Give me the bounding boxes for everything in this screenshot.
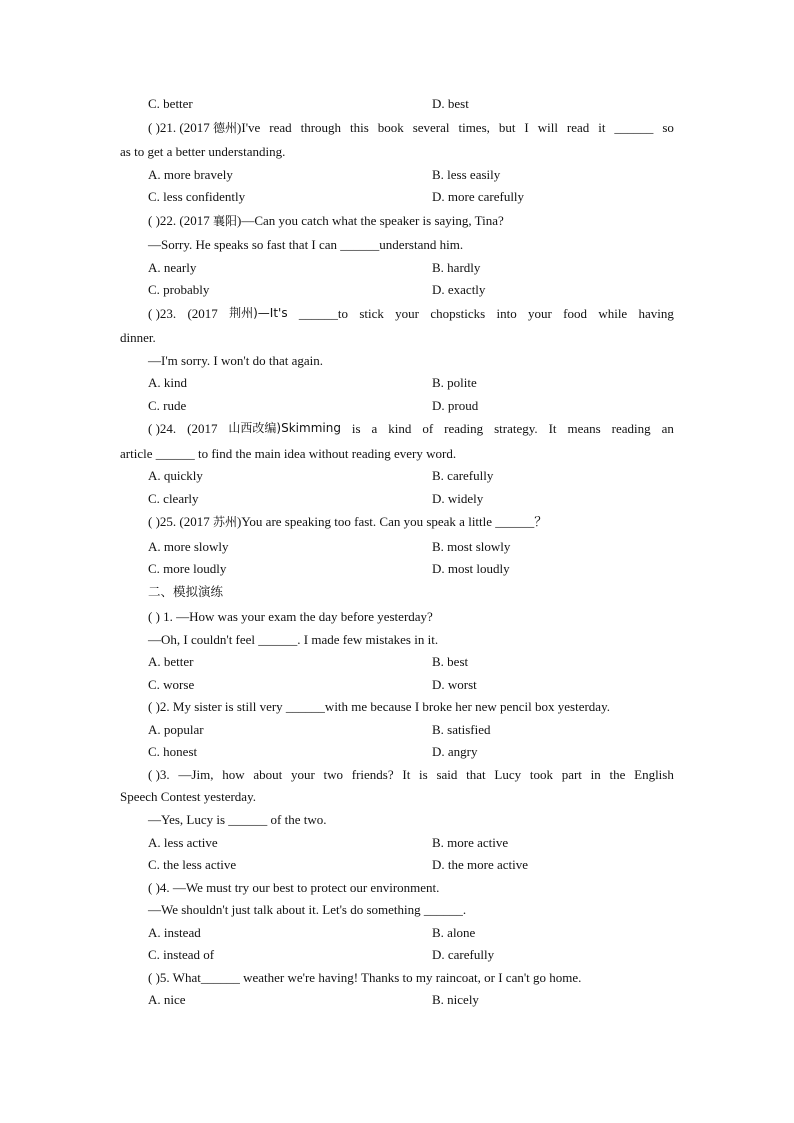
- stem-word: ( )23.: [148, 306, 177, 321]
- m3-option-d: D. the more active: [432, 857, 529, 872]
- stem-text: ( )21. (2017: [148, 120, 213, 135]
- stem-text: I've: [241, 120, 261, 135]
- m5-stem: ( )5. What______ weather we're having! Thanks to my raincoat, or I can't go home.: [148, 970, 582, 985]
- q20-option-c: C. better: [148, 96, 193, 111]
- q25-option-c: C. more loudly: [148, 561, 227, 576]
- q22-option-b: B. hardly: [432, 260, 481, 275]
- stem-word: your: [395, 306, 420, 321]
- stem-word: stick: [359, 306, 384, 321]
- stem-word: chopsticks: [430, 306, 486, 321]
- stem-word: friends?: [351, 767, 394, 782]
- stem-text: 德州: [213, 121, 238, 135]
- stem-word: will: [537, 120, 558, 135]
- stem-word: I: [524, 120, 529, 135]
- q23-stem-line1: [148, 307, 674, 320]
- q25-option-b: B. most slowly: [432, 539, 511, 554]
- q20-option-d: D. best: [432, 96, 469, 111]
- stem-word: read: [269, 120, 292, 135]
- answer-blank: ______: [614, 120, 654, 135]
- stem-word: is: [419, 767, 428, 782]
- stem-word: It: [402, 767, 411, 782]
- q21-stem-line1: [148, 121, 674, 134]
- m5-option-b: B. nicely: [432, 992, 479, 1007]
- q24-option-c: C. clearly: [148, 491, 199, 506]
- q21-stem-line2: as to get a better understanding.: [120, 144, 286, 159]
- stem-word: but: [498, 120, 516, 135]
- m5-option-a: A. nice: [148, 992, 186, 1007]
- m4-option-b: B. alone: [432, 925, 476, 940]
- section-heading: 二、模拟演练: [148, 584, 224, 599]
- stem-word: two: [323, 767, 344, 782]
- stem-word: reading: [611, 421, 651, 436]
- m1-option-b: B. best: [432, 654, 469, 669]
- stem-word: this: [350, 120, 369, 135]
- q23-option-a: A. kind: [148, 375, 187, 390]
- m2-option-c: C. honest: [148, 744, 198, 759]
- m4-stem: ( )4. —We must try our best to protect our environment.: [148, 880, 440, 895]
- stem-word: reading: [444, 421, 484, 436]
- stem-word: a: [371, 421, 378, 436]
- m1-option-a: A. better: [148, 654, 194, 669]
- q24-option-b: B. carefully: [432, 468, 494, 483]
- stem-word: your: [528, 306, 552, 321]
- stem-word: means: [567, 421, 601, 436]
- stem-word: ( )24.: [148, 421, 177, 436]
- q24-option-d: D. widely: [432, 491, 484, 506]
- stem-word: read: [566, 120, 590, 135]
- stem-word: Lucy: [494, 767, 522, 782]
- stem-word: several: [412, 120, 450, 135]
- m3-reply: —Yes, Lucy is ______ of the two.: [148, 812, 327, 827]
- m2-option-b: B. satisfied: [432, 722, 491, 737]
- stem-word: into: [496, 306, 517, 321]
- stem-text: ( )25. (2017: [148, 514, 213, 529]
- m3-option-a: A. less active: [148, 835, 218, 850]
- m1-option-c: C. worse: [148, 677, 195, 692]
- m4-reply: —We shouldn't just talk about it. Let's do something ______.: [148, 902, 467, 917]
- stem-word: (2017: [187, 421, 218, 436]
- q23-reply: —I'm sorry. I won't do that again.: [148, 353, 323, 368]
- stem-word: in: [590, 767, 601, 782]
- q22-reply: —Sorry. He speaks so fast that I can ______understand him.: [148, 237, 464, 252]
- q24-option-a: A. quickly: [148, 468, 203, 483]
- stem-word: kind: [388, 421, 412, 436]
- q24-stem-line1: [148, 422, 674, 435]
- stem-text: 襄阳: [213, 214, 238, 228]
- stem-word: your: [290, 767, 315, 782]
- stem-text: 苏州: [213, 515, 238, 529]
- stem-word: an: [661, 421, 674, 436]
- stem-word: 荆州)—It's: [229, 306, 288, 320]
- stem-word: ( )3.: [148, 767, 170, 782]
- stem-word: 山西改编)Skimming: [228, 421, 341, 435]
- m3-option-c: C. the less active: [148, 857, 237, 872]
- m1-stem: ( ) 1. —How was your exam the day before yesterday?: [148, 609, 433, 624]
- m4-option-a: A. instead: [148, 925, 201, 940]
- stem-word: through: [300, 120, 342, 135]
- m2-stem: ( )2. My sister is still very ______with me because I broke her new pencil box yesterday.: [148, 699, 610, 714]
- stem-word: having: [638, 306, 674, 321]
- stem-text: )You are speaking too fast. Can you speak a little ______？: [237, 514, 548, 529]
- q25-stem: [148, 515, 547, 528]
- stem-word: about: [253, 767, 283, 782]
- m3-stem-line2: Speech Contest yesterday.: [120, 789, 256, 804]
- m3-option-b: B. more active: [432, 835, 509, 850]
- stem-word: strategy.: [494, 421, 538, 436]
- stem-word: took: [529, 767, 553, 782]
- q25-option-a: A. more slowly: [148, 539, 229, 554]
- q22-option-d: D. exactly: [432, 282, 486, 297]
- stem-word: It: [548, 421, 557, 436]
- stem-word: ______to: [298, 306, 349, 321]
- m3-stem-line1: [148, 768, 674, 781]
- q21-option-b: B. less easily: [432, 167, 501, 182]
- stem-word: it: [598, 120, 606, 135]
- q21-number: ( )21. (2017 德州)I've: [148, 120, 261, 135]
- q23-option-d: D. proud: [432, 398, 479, 413]
- q24-stem-line2: article ______ to find the main idea without reading every word.: [120, 446, 457, 461]
- stem-word: is: [351, 421, 361, 436]
- stem-word: that: [466, 767, 486, 782]
- stem-word: food: [563, 306, 588, 321]
- stem-word: how: [222, 767, 245, 782]
- m4-option-d: D. carefully: [432, 947, 495, 962]
- stem-word: while: [598, 306, 628, 321]
- stem-word: —Jim,: [178, 767, 214, 782]
- stem-word: English: [634, 767, 674, 782]
- stem-word: so: [662, 120, 674, 135]
- m2-option-d: D. angry: [432, 744, 478, 759]
- m1-option-d: D. worst: [432, 677, 477, 692]
- q23-option-b: B. polite: [432, 375, 477, 390]
- m1-reply: —Oh, I couldn't feel ______. I made few mistakes in it.: [148, 632, 439, 647]
- stem-word: book: [377, 120, 404, 135]
- stem-word: of: [422, 421, 434, 436]
- stem-word: the: [609, 767, 626, 782]
- stem-word: part: [561, 767, 582, 782]
- m4-option-c: C. instead of: [148, 947, 215, 962]
- q21-option-c: C. less confidently: [148, 189, 246, 204]
- stem-text: ( )22. (2017: [148, 213, 213, 228]
- q22-option-a: A. nearly: [148, 260, 197, 275]
- q21-option-d: D. more carefully: [432, 189, 525, 204]
- q22-stem: [148, 214, 504, 227]
- stem-word: (2017: [187, 306, 218, 321]
- stem-text: )—Can you catch what the speaker is saying, Tina?: [237, 213, 504, 228]
- m2-option-a: A. popular: [148, 722, 204, 737]
- q25-option-d: D. most loudly: [432, 561, 510, 576]
- q21-option-a: A. more bravely: [148, 167, 233, 182]
- q23-stem-line2: dinner.: [120, 330, 156, 345]
- q22-option-c: C. probably: [148, 282, 210, 297]
- q23-option-c: C. rude: [148, 398, 187, 413]
- stem-word: said: [436, 767, 458, 782]
- stem-word: times,: [458, 120, 490, 135]
